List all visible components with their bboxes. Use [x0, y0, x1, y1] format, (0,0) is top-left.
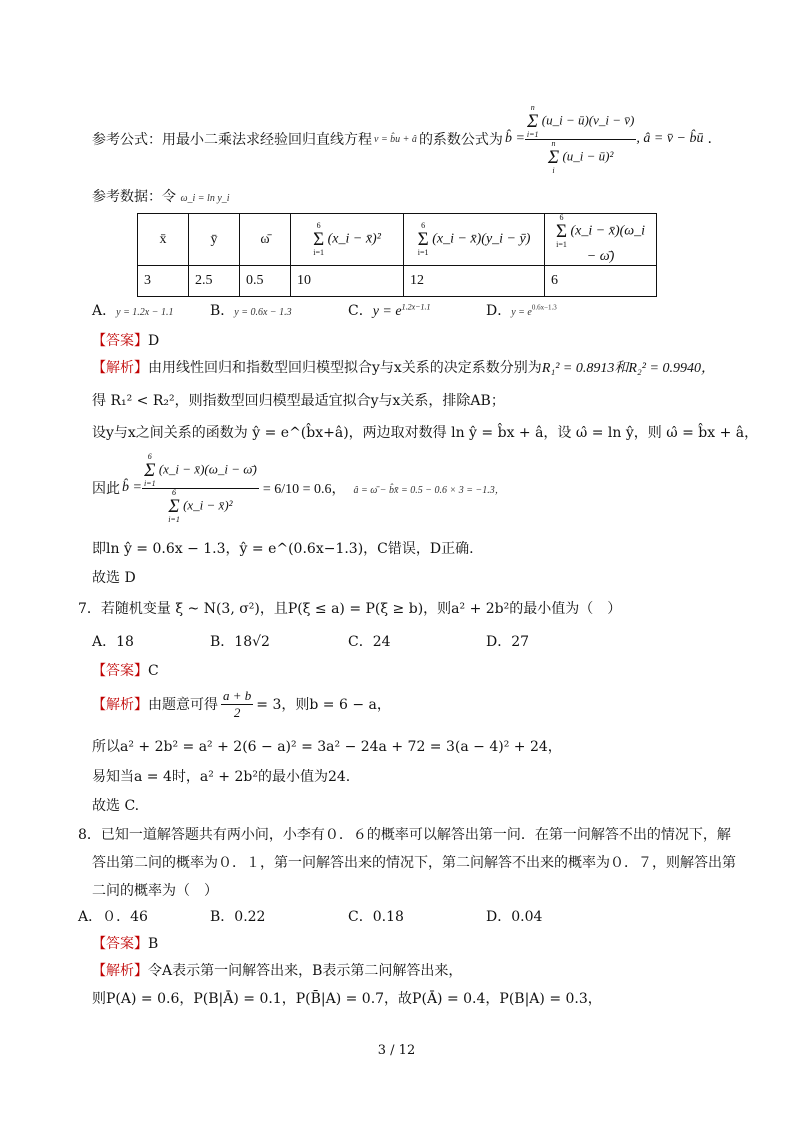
table-header-cell: ȳ	[189, 214, 240, 266]
q6-analysis-line-3: 设y与x之间关系的函数为 ŷ = e^(b̂x+â)，两边取对数得 ln ŷ = b̂x + â，设 ω̂ = ln ŷ，则 ω̂ = b̂x + â，	[92, 425, 759, 441]
q8-option-d: D．0.04	[486, 909, 543, 925]
table-cell: 12	[404, 266, 545, 297]
table-cell: 2.5	[189, 266, 240, 297]
formula-end: .	[707, 131, 712, 147]
table-cell: 0.5	[240, 266, 291, 297]
table-header-row	[138, 214, 657, 266]
q8-answer	[92, 933, 158, 953]
q6-option-d: D．$y = e^{0.6x-1.3}$	[486, 303, 557, 319]
reference-data-table	[137, 213, 657, 297]
answer-value: D	[148, 333, 160, 349]
table-row	[138, 266, 657, 297]
formula-bhat-lhs: b̂ =	[504, 131, 525, 146]
table-cell: 10	[291, 266, 404, 297]
sum-symbol: n Σ i	[547, 138, 560, 175]
sum-symbol: 6 Σ i=1	[417, 221, 429, 257]
q8-option-c: C．0.18	[348, 909, 404, 925]
analysis-tag: 【解析】	[92, 360, 148, 376]
q7-analysis-line-1: 【解析】 由题意可得 $\frac{a + b}{2}$ = 3，则b = 6 − a，	[92, 687, 391, 720]
formula-denominator: (u_i − ū)²	[562, 147, 614, 163]
sum-symbol: 6 Σ i=1	[313, 221, 325, 257]
formula-intro: 参考公式：用最小二乘法求经验回归直线方程	[92, 132, 372, 148]
answer-tag: 【答案】	[92, 663, 148, 679]
q7-answer	[92, 660, 159, 680]
formula-fraction	[525, 104, 637, 175]
table-cell: 3	[138, 266, 189, 297]
reference-data-line	[92, 186, 230, 206]
reference-data-label: 参考数据：令	[92, 189, 176, 205]
q8-stem-line-1: 8．已知一道解答题共有两小问，小李有０．６的概率可以解答出第一问．在第一问解答不出的情况下，解	[78, 827, 731, 843]
q8-option-a: A．０．46	[78, 909, 148, 925]
q8-option-b: B．0.22	[210, 909, 266, 925]
answer-value: B	[148, 936, 159, 952]
table-header-cell: ω̄	[240, 214, 291, 266]
q6-analysis-line-6: 故选 D	[92, 570, 136, 586]
q7-analysis-line-2: 所以a² + 2b² = a² + 2(6 − a)² = 3a² − 24a + 72 = 3(a − 4)² + 24，	[92, 739, 562, 755]
q6-analysis-line-1: 【解析】由用线性回归和指数型回归模型拟合y与x关系的决定系数分别为R₁² = 0.8913和R₂² = 0.9940，	[92, 360, 715, 376]
table-header-cell: x̄	[138, 214, 189, 266]
table-header-cell: 6 Σ i=1 (x_i − x̄)(y_i − ȳ)	[404, 214, 545, 266]
table-cell: 6	[545, 266, 657, 297]
q6-option-a: A．y = 1.2x − 1.1	[92, 303, 174, 319]
formula-equation: v = b̂u + â	[374, 133, 417, 145]
sum-symbol: n Σ i=1	[526, 102, 539, 139]
q7-option-d: D．27	[486, 634, 530, 650]
q6-option-c: C．$y = e^{1.2x-1.1}$	[348, 302, 431, 319]
q6-analysis-line-5: 即ln ŷ = 0.6x − 1.3，ŷ = e^(0.6x−1.3)，C错误，D正确.	[92, 541, 474, 557]
reference-data-definition: ω_i = ln y_i	[180, 193, 230, 204]
q8-stem-line-3: 二问的概率为（ ）	[92, 883, 218, 899]
formula-ahat: , â = v̄ − b̂ū	[636, 131, 704, 146]
q7-analysis-line-4: 故选 C.	[92, 798, 140, 814]
formula-mid: 的系数公式为	[418, 132, 503, 148]
page-number: 3 / 12	[377, 1043, 416, 1058]
q6-analysis-line-2: 得 R₁² < R₂²，则指数型回归模型最适宜拟合y与x关系，排除AB；	[92, 393, 505, 409]
bhat-fraction: 6 Σ i=1 (x_i − x̄)(ω_i − ω̄) 6 Σ i=1 (x_i − x̄)²	[143, 451, 257, 524]
formula-numerator: (u_i − ū)(v_i − v̄)	[541, 111, 635, 127]
table-header-cell: 6 Σ i=1 (x_i − x̄)²	[291, 214, 404, 266]
formula-line	[92, 102, 712, 175]
table-header-cell: 6 Σ i=1 (x_i − x̄)(ω_i − ω̄)	[545, 214, 657, 266]
answer-value: C	[148, 663, 159, 679]
q6-analysis-line-4: 因此 b̂ = 6 Σ i=1 (x_i − x̄)(ω_i − ω̄) 6 Σ i=1 (x_i − x̄)² = 6/10 = 0.6， â = ω̄ − b̂x̄ = 0.5 − 0.6 × 3 = −1.3，	[92, 451, 505, 524]
q7-analysis-line-3: 易知当a = 4时，a² + 2b²的最小值为24.	[92, 769, 351, 785]
sum-symbol: 6 Σ i=1	[555, 213, 568, 249]
q7-fraction: $\frac{a + b}{2}$	[223, 687, 252, 720]
q8-stem-line-2: 答出第二问的概率为０．１，第一问解答出来的情况下，第二问解答不出来的概率为０．７，则解答出第	[92, 855, 736, 871]
analysis-tag: 【解析】	[92, 697, 148, 713]
q7-option-b: B．18√2	[210, 634, 270, 650]
analysis-tag: 【解析】	[92, 963, 148, 979]
q7-option-a: A．18	[92, 634, 134, 650]
answer-tag: 【答案】	[92, 333, 148, 349]
q8-analysis-line-1: 【解析】令A表示第一问解答出来，B表示第二问解答出来，	[92, 963, 463, 979]
q6-answer	[92, 330, 159, 350]
sum-symbol: 6 Σ i=1	[168, 487, 180, 524]
q6-option-b: B．y = 0.6x − 1.3	[210, 303, 292, 319]
answer-tag: 【答案】	[92, 936, 148, 952]
q7-option-c: C．24	[348, 634, 391, 650]
q7-stem: 7．若随机变量 ξ ~ N(3, σ²)，且P(ξ ≤ a) = P(ξ ≥ b)，则a² + 2b²的最小值为（ ）	[78, 601, 622, 617]
q8-analysis-line-2: 则P(A) = 0.6，P(B|Ā) = 0.1，P(B̄|A) = 0.7，故P(Ā) = 0.4，P(B|A) = 0.3，	[92, 991, 602, 1007]
sum-symbol: 6 Σ i=1	[143, 451, 156, 488]
